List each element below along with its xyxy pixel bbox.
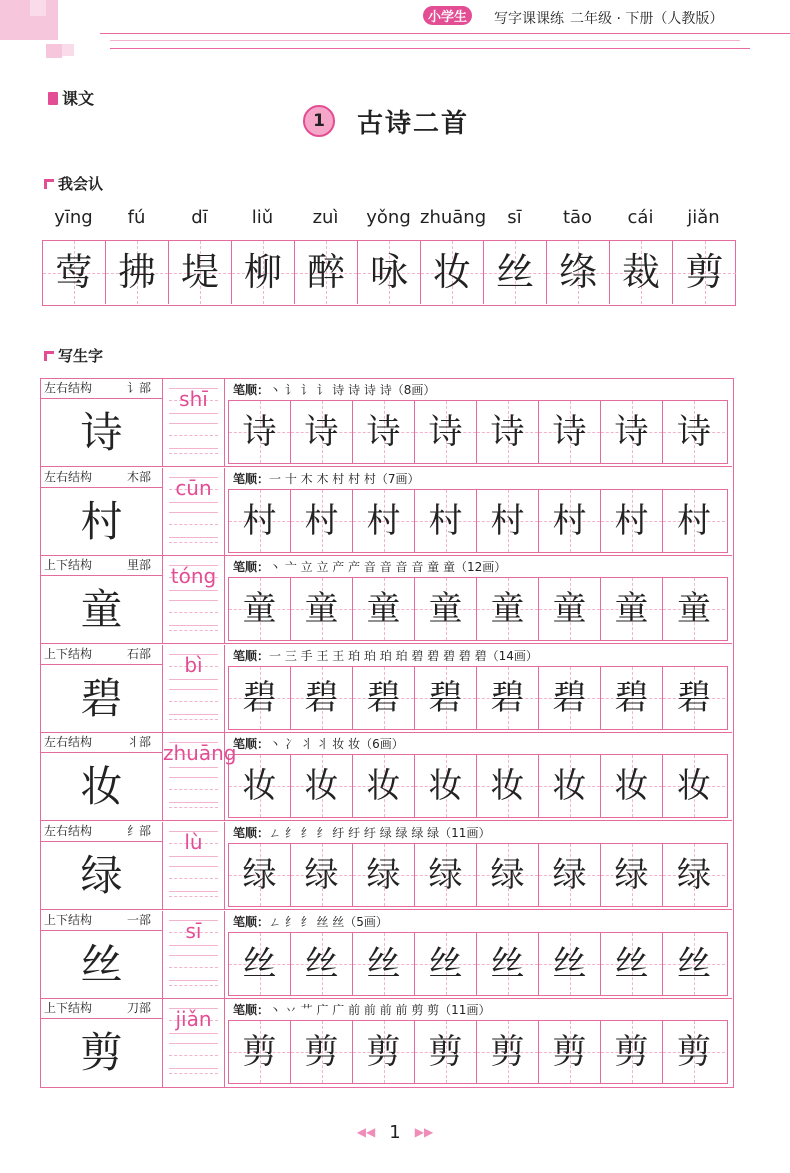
practice-cell[interactable] <box>415 578 477 640</box>
practice-char: 剪 <box>677 1032 711 1073</box>
recognize-heading: 我会认 <box>44 173 103 194</box>
practice-cell[interactable] <box>663 755 725 817</box>
recognize-char-cell <box>295 241 358 304</box>
recognize-char-cell <box>358 241 421 304</box>
practice-char: 绿 <box>677 855 711 895</box>
practice-grid <box>228 1020 728 1084</box>
practice-char: 剪 <box>242 1032 277 1073</box>
radical-label: 丬部 <box>127 735 152 750</box>
practice-char: 绿 <box>242 855 277 895</box>
practice-char: 诗 <box>490 412 525 452</box>
practice-cell[interactable] <box>601 933 663 995</box>
practice-cell[interactable] <box>663 667 725 729</box>
practice-char: 碧 <box>490 677 525 718</box>
practice-char: 童 <box>552 589 587 630</box>
practice-cell[interactable] <box>663 490 725 552</box>
recognize-pinyin: tāo <box>562 207 593 228</box>
recognize-char: 绦 <box>558 250 597 294</box>
recognize-pinyin: yǒng <box>366 207 411 228</box>
corner-bracket-icon <box>44 351 54 361</box>
recognize-pinyin: liǔ <box>251 207 274 228</box>
practice-cell[interactable] <box>663 933 725 995</box>
model-char: 诗 <box>41 399 163 467</box>
stroke-order: 笔顺：一 三 手 王 王 珀 珀 珀 珀 碧 碧 碧 碧 碧（14画） <box>233 648 538 663</box>
practice-char: 诗 <box>242 412 277 452</box>
practice-cell[interactable] <box>415 1021 477 1083</box>
pinyin-text: cūn <box>175 475 212 500</box>
recognize-pinyin: jiǎn <box>687 207 720 228</box>
practice-grid <box>228 932 728 996</box>
practice-char: 村 <box>490 500 525 541</box>
practice-cell[interactable] <box>353 667 415 729</box>
recognize-pinyin-row <box>42 207 736 235</box>
practice-cell[interactable] <box>415 755 477 817</box>
practice-cell[interactable] <box>539 755 601 817</box>
practice-cell[interactable] <box>291 578 353 640</box>
practice-cell[interactable] <box>229 755 291 817</box>
radical-label: 刀部 <box>127 1001 152 1016</box>
corner-bracket-icon <box>44 179 54 189</box>
practice-char: 妆 <box>677 766 711 807</box>
practice-char: 妆 <box>304 766 339 807</box>
writing-row <box>41 822 732 910</box>
practice-char: 村 <box>552 500 587 541</box>
radical-label: 一部 <box>127 912 152 927</box>
practice-char: 绿 <box>614 855 649 895</box>
practice-cell[interactable] <box>353 933 415 995</box>
header-subtitle: 写字课课练 二年级 · 下册（人教版） <box>494 11 724 27</box>
practice-cell[interactable] <box>229 578 291 640</box>
practice-char: 丝 <box>552 943 587 984</box>
practice-char: 绿 <box>304 855 339 895</box>
practice-char: 剪 <box>304 1032 339 1073</box>
pinyin-text: jiǎn <box>175 1007 212 1032</box>
practice-char: 童 <box>428 589 463 630</box>
practice-char: 丝 <box>366 943 401 984</box>
practice-cell[interactable] <box>539 933 601 995</box>
practice-char: 绿 <box>552 855 587 895</box>
practice-cell[interactable] <box>291 844 353 906</box>
practice-char: 剪 <box>366 1032 401 1073</box>
practice-char: 丝 <box>677 943 711 984</box>
model-char: 童 <box>41 576 163 644</box>
practice-cell[interactable] <box>353 578 415 640</box>
stroke-order: 笔顺：丶 冫 丬 丬 妆 妆（6画） <box>233 737 404 752</box>
practice-cell[interactable] <box>539 1021 601 1083</box>
practice-cell[interactable] <box>229 1021 291 1083</box>
practice-cell[interactable] <box>353 401 415 463</box>
stroke-order: 笔顺：丶 亠 立 立 产 产 音 音 音 音 童 童（12画） <box>233 560 507 575</box>
recognize-char: 醉 <box>306 250 345 294</box>
structure-label: 上下结构 刀部 <box>41 999 163 1019</box>
recognize-pinyin: zuì <box>312 207 339 228</box>
practice-char: 童 <box>677 589 711 630</box>
recognize-char-cell <box>421 241 484 304</box>
model-char: 碧 <box>41 665 163 733</box>
structure-label: 上下结构 里部 <box>41 556 163 576</box>
practice-cell[interactable] <box>353 755 415 817</box>
pinyin-text: sī <box>185 918 202 943</box>
practice-cell[interactable] <box>229 933 291 995</box>
practice-cell[interactable] <box>353 490 415 552</box>
practice-char: 童 <box>304 589 339 630</box>
practice-char: 丝 <box>428 943 463 984</box>
practice-cell[interactable] <box>229 844 291 906</box>
practice-cell[interactable] <box>477 578 539 640</box>
practice-char: 碧 <box>428 677 463 718</box>
practice-cell[interactable] <box>601 755 663 817</box>
practice-char: 绿 <box>366 855 401 895</box>
pinyin-box <box>163 911 225 999</box>
writing-row <box>41 645 732 733</box>
practice-char: 妆 <box>366 766 401 807</box>
lesson-number: 1 <box>303 105 335 137</box>
writing-row <box>41 999 732 1087</box>
practice-grid <box>228 577 728 641</box>
page-footer <box>320 1122 470 1143</box>
recognize-char: 丝 <box>495 250 534 294</box>
practice-char: 村 <box>428 500 463 541</box>
practice-cell[interactable] <box>663 401 725 463</box>
recognize-char-cell <box>484 241 547 304</box>
radical-label: 纟部 <box>127 824 152 838</box>
recognize-char-cell <box>232 241 295 304</box>
recognize-char-cell <box>169 241 232 304</box>
practice-cell[interactable] <box>477 1021 539 1083</box>
practice-char: 丝 <box>304 943 339 984</box>
write-heading: 写生字 <box>44 345 103 366</box>
practice-cell[interactable] <box>415 490 477 552</box>
recognize-char-cell <box>610 241 673 304</box>
practice-cell[interactable] <box>291 755 353 817</box>
recognize-char: 柳 <box>243 250 282 294</box>
radical-label: 讠部 <box>127 381 152 395</box>
writing-row <box>41 556 732 644</box>
practice-cell[interactable] <box>539 490 601 552</box>
model-char: 剪 <box>41 1019 163 1087</box>
writing-row <box>41 911 732 999</box>
practice-char: 诗 <box>614 412 649 452</box>
practice-cell[interactable] <box>663 1021 725 1083</box>
practice-char: 童 <box>614 589 649 630</box>
practice-cell[interactable] <box>601 490 663 552</box>
practice-char: 丝 <box>242 943 277 984</box>
header-rule <box>110 48 750 49</box>
practice-cell[interactable] <box>601 1021 663 1083</box>
stroke-order: 笔顺：丶 讠 讠 讠 诗 诗 诗 诗（8画） <box>233 383 436 397</box>
practice-char: 碧 <box>614 677 649 718</box>
practice-cell[interactable] <box>291 667 353 729</box>
writing-row <box>41 379 732 467</box>
practice-char: 碧 <box>366 677 401 718</box>
writing-table <box>40 378 734 1088</box>
practice-cell[interactable] <box>229 667 291 729</box>
recognize-pinyin: yīng <box>54 207 93 228</box>
practice-grid <box>228 666 728 730</box>
practice-char: 妆 <box>428 766 463 807</box>
stroke-order: 笔顺：ㄥ 纟 纟 纟 纡 纡 纡 绿 绿 绿 绿（11画） <box>233 826 491 840</box>
radical-label: 里部 <box>127 558 152 573</box>
stroke-order: 笔顺：丶 丷 艹 广 广 前 前 前 前 剪 剪（11画） <box>233 1003 491 1018</box>
model-char: 丝 <box>41 931 163 999</box>
corner-decoration <box>0 0 70 60</box>
pinyin-box <box>163 468 225 556</box>
practice-cell[interactable] <box>353 844 415 906</box>
practice-cell[interactable] <box>601 401 663 463</box>
practice-cell[interactable] <box>539 667 601 729</box>
recognize-pinyin: dī <box>191 207 208 228</box>
practice-char: 丝 <box>490 943 525 984</box>
practice-cell[interactable] <box>291 933 353 995</box>
practice-cell[interactable] <box>353 1021 415 1083</box>
recognize-char-cell <box>43 241 106 304</box>
practice-grid <box>228 400 728 464</box>
recognize-char: 莺 <box>54 250 93 294</box>
practice-char: 妆 <box>242 766 277 807</box>
recognize-pinyin: cái <box>627 207 654 228</box>
practice-cell[interactable] <box>663 844 725 906</box>
writing-row <box>41 733 732 821</box>
practice-char: 村 <box>614 500 649 541</box>
practice-cell[interactable] <box>477 844 539 906</box>
practice-grid <box>228 489 728 553</box>
practice-cell[interactable] <box>415 933 477 995</box>
prev-arrow-icon: ◀◀ <box>356 1125 376 1139</box>
practice-char: 诗 <box>552 412 587 452</box>
pinyin-text: shī <box>179 387 208 411</box>
practice-cell[interactable] <box>291 490 353 552</box>
model-char: 绿 <box>41 842 163 910</box>
practice-cell[interactable] <box>663 578 725 640</box>
practice-grid <box>228 843 728 907</box>
structure-label: 上下结构 石部 <box>41 645 163 665</box>
practice-cell[interactable] <box>539 578 601 640</box>
practice-cell[interactable] <box>477 401 539 463</box>
practice-char: 童 <box>242 589 277 630</box>
recognize-char-row <box>42 240 736 306</box>
recognize-char-cell <box>673 241 736 304</box>
practice-cell[interactable] <box>477 933 539 995</box>
structure-label: 左右结构 纟部 <box>41 822 163 842</box>
recognize-char-cell <box>547 241 610 304</box>
practice-char: 村 <box>677 500 711 541</box>
practice-cell[interactable] <box>601 578 663 640</box>
pinyin-text: tóng <box>170 564 217 589</box>
practice-char: 剪 <box>490 1032 525 1073</box>
pinyin-box <box>163 645 225 733</box>
stroke-order: 笔顺：ㄥ 纟 纟 丝 丝（5画） <box>233 914 388 929</box>
recognize-pinyin: zhuāng <box>420 207 487 228</box>
recognize-char: 拂 <box>117 250 156 294</box>
practice-char: 妆 <box>614 766 649 807</box>
recognize-char: 剪 <box>685 250 724 294</box>
practice-char: 剪 <box>428 1032 463 1073</box>
pinyin-box <box>163 822 225 910</box>
practice-cell[interactable] <box>601 844 663 906</box>
header-rule <box>110 40 740 41</box>
radical-label: 木部 <box>127 469 152 484</box>
practice-char: 碧 <box>242 677 277 718</box>
pinyin-box <box>163 556 225 644</box>
structure-label: 上下结构 一部 <box>41 911 163 931</box>
practice-char: 村 <box>304 500 339 541</box>
practice-char: 诗 <box>304 412 339 452</box>
recognize-char: 堤 <box>180 250 219 294</box>
page-number: 1 <box>389 1122 401 1143</box>
practice-char: 童 <box>490 589 525 630</box>
practice-cell[interactable] <box>291 1021 353 1083</box>
stroke-order: 笔顺：一 十 木 木 村 村 村（7画） <box>233 471 420 486</box>
pinyin-text: lù <box>184 830 203 854</box>
model-char: 妆 <box>41 753 163 821</box>
next-arrow-icon: ▶▶ <box>414 1125 434 1139</box>
recognize-char-cell <box>106 241 169 304</box>
practice-cell[interactable] <box>477 755 539 817</box>
practice-char: 诗 <box>677 412 711 452</box>
writing-row <box>41 468 732 556</box>
practice-char: 诗 <box>366 412 401 452</box>
structure-label: 左右结构 木部 <box>41 468 163 488</box>
practice-cell[interactable] <box>229 490 291 552</box>
recognize-pinyin: sī <box>507 207 522 228</box>
practice-char: 绿 <box>490 855 525 895</box>
practice-char: 碧 <box>677 677 711 718</box>
radical-label: 石部 <box>127 646 152 661</box>
lesson-title: 古诗二首 <box>357 109 470 139</box>
practice-cell[interactable] <box>291 401 353 463</box>
practice-char: 诗 <box>428 412 463 452</box>
recognize-pinyin: fú <box>127 207 146 228</box>
structure-label: 左右结构 丬部 <box>41 733 163 753</box>
pinyin-box <box>163 999 225 1087</box>
practice-char: 妆 <box>552 766 587 807</box>
book-icon <box>48 92 58 105</box>
practice-grid <box>228 754 728 818</box>
practice-cell[interactable] <box>477 667 539 729</box>
pinyin-text: zhuāng <box>163 741 237 766</box>
practice-char: 绿 <box>428 855 463 895</box>
practice-cell[interactable] <box>601 667 663 729</box>
practice-cell[interactable] <box>229 401 291 463</box>
practice-cell[interactable] <box>477 490 539 552</box>
recognize-char: 裁 <box>621 250 660 294</box>
practice-char: 童 <box>366 589 401 630</box>
section-heading: 课文 <box>48 86 94 109</box>
practice-char: 村 <box>242 500 277 541</box>
practice-cell[interactable] <box>539 844 601 906</box>
model-char: 村 <box>41 488 163 556</box>
pinyin-box <box>163 733 237 821</box>
practice-char: 村 <box>366 500 401 541</box>
practice-cell[interactable] <box>415 667 477 729</box>
practice-char: 碧 <box>552 677 587 718</box>
practice-cell[interactable] <box>539 401 601 463</box>
recognize-char: 咏 <box>369 250 408 294</box>
pinyin-box <box>163 379 225 467</box>
practice-cell[interactable] <box>415 844 477 906</box>
practice-char: 剪 <box>552 1032 587 1073</box>
practice-char: 妆 <box>490 766 525 807</box>
practice-char: 丝 <box>614 943 649 984</box>
practice-cell[interactable] <box>415 401 477 463</box>
recognize-char: 妆 <box>432 250 471 294</box>
brand-label: 小学生 <box>423 6 474 25</box>
pinyin-text: bì <box>184 652 203 677</box>
structure-label: 左右结构 讠部 <box>41 379 163 399</box>
practice-char: 剪 <box>614 1032 649 1073</box>
practice-char: 碧 <box>304 677 339 718</box>
header-rule <box>100 33 790 34</box>
